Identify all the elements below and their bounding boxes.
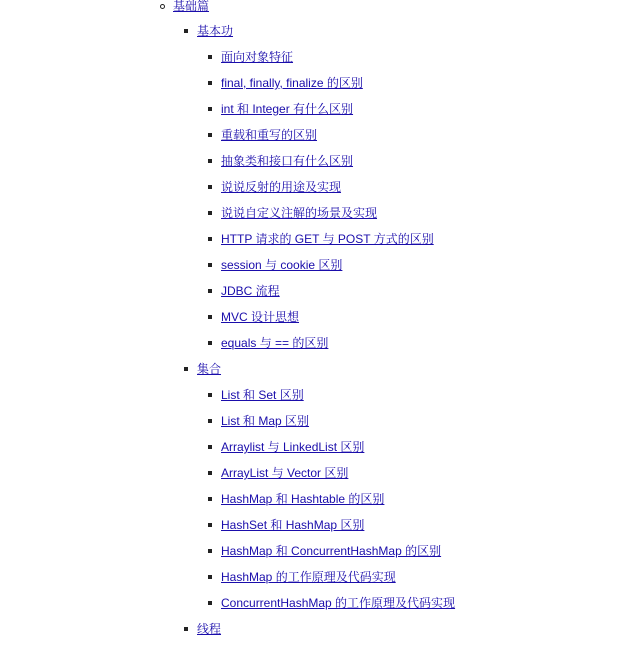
square-bullet-icon (208, 159, 212, 163)
toc-item-link[interactable]: HashMap 和 Hashtable 的区别 (221, 492, 385, 506)
square-bullet-icon (208, 341, 212, 345)
toc-item-link[interactable]: JDBC 流程 (221, 284, 280, 298)
toc-item-link[interactable]: 面向对象特征 (221, 50, 294, 64)
toc-item-link[interactable]: 说说自定义注解的场景及实现 (221, 206, 378, 220)
square-bullet-icon (208, 107, 212, 111)
toc-item-row (208, 125, 317, 145)
toc-root-link[interactable]: 基础篇 (173, 0, 210, 13)
toc-item-row (208, 73, 363, 93)
toc-item-link[interactable]: HashMap 和 ConcurrentHashMap 的区别 (221, 544, 442, 558)
toc-section-link-basics[interactable]: 基本功 (197, 24, 234, 38)
toc-item-row (208, 333, 328, 353)
square-bullet-icon (208, 445, 212, 449)
square-bullet-icon (208, 289, 212, 293)
toc-section-link-collections[interactable]: 集合 (197, 362, 222, 376)
toc-root-row (160, 0, 209, 16)
square-bullet-icon (208, 549, 212, 553)
toc-item-link[interactable]: HTTP 请求的 GET 与 POST 方式的区别 (221, 232, 434, 246)
toc-item-row (208, 281, 280, 301)
toc-item-link[interactable]: 重载和重写的区别 (221, 128, 318, 142)
toc-section-link-threads[interactable]: 线程 (197, 622, 222, 636)
toc-item-row (208, 437, 364, 457)
square-bullet-icon (208, 315, 212, 319)
toc-item-row (208, 229, 434, 249)
square-bullet-icon (208, 133, 212, 137)
square-bullet-icon (208, 237, 212, 241)
toc-item-row (208, 177, 341, 197)
toc-section-row (184, 359, 221, 379)
toc-item-row (208, 47, 293, 67)
toc-item-row (208, 463, 348, 483)
toc-item-link[interactable]: ConcurrentHashMap 的工作原理及代码实现 (221, 596, 456, 610)
toc-item-link[interactable]: equals 与 == 的区别 (221, 336, 329, 350)
toc-item-row (208, 385, 304, 405)
square-bullet-icon (208, 523, 212, 527)
toc-section-row (184, 21, 233, 41)
toc-item-row (208, 99, 353, 119)
toc-item-row (208, 489, 384, 509)
toc-item-link[interactable]: HashMap 的工作原理及代码实现 (221, 570, 396, 584)
toc-item-link[interactable]: List 和 Set 区别 (221, 388, 304, 402)
square-bullet-icon (208, 81, 212, 85)
square-bullet-icon (208, 393, 212, 397)
toc-item-link[interactable]: Arraylist 与 LinkedList 区别 (221, 440, 365, 454)
square-bullet-icon (208, 419, 212, 423)
toc-item-link[interactable]: List 和 Map 区别 (221, 414, 310, 428)
toc-item-link[interactable]: int 和 Integer 有什么区别 (221, 102, 354, 116)
square-bullet-icon (184, 29, 188, 33)
toc-item-link[interactable]: MVC 设计思想 (221, 310, 300, 324)
toc-section-row (184, 619, 221, 639)
toc-item-row (208, 203, 377, 223)
toc-item-row (208, 255, 342, 275)
square-bullet-icon (208, 575, 212, 579)
toc-item-link[interactable]: HashSet 和 HashMap 区别 (221, 518, 365, 532)
toc-item-link[interactable]: ArrayList 与 Vector 区别 (221, 466, 349, 480)
square-bullet-icon (208, 497, 212, 501)
toc-item-link[interactable]: 说说反射的用途及实现 (221, 180, 342, 194)
toc-item-link[interactable]: session 与 cookie 区别 (221, 258, 343, 272)
toc-item-link[interactable]: final, finally, finalize 的区别 (221, 76, 363, 90)
square-bullet-icon (184, 367, 188, 371)
square-bullet-icon (208, 471, 212, 475)
toc-item-row (208, 541, 441, 561)
toc-item-row (208, 307, 299, 327)
square-bullet-icon (208, 263, 212, 267)
square-bullet-icon (208, 211, 212, 215)
square-bullet-icon (208, 601, 212, 605)
toc-item-row (208, 515, 364, 535)
toc-item-link[interactable]: 抽象类和接口有什么区别 (221, 154, 354, 168)
toc-item-row (208, 411, 309, 431)
toc-item-row (208, 567, 396, 587)
square-bullet-icon (208, 185, 212, 189)
square-bullet-icon (208, 55, 212, 59)
toc-item-row (208, 151, 353, 171)
circle-bullet-icon (160, 4, 165, 9)
square-bullet-icon (184, 627, 188, 631)
toc-item-row (208, 593, 455, 613)
